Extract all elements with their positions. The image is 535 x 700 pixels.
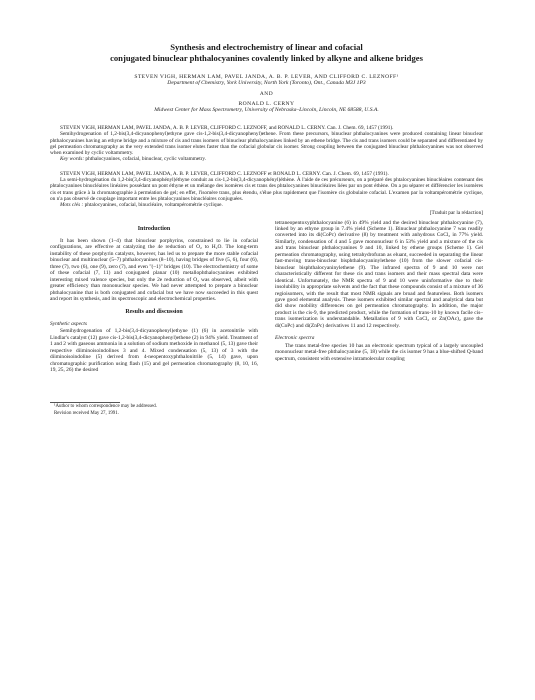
- keywords-value-en: phthalocyanines, cofacial, binuclear, cyclic voltammetry.: [85, 156, 207, 163]
- keywords-label-en: Key words:: [60, 156, 85, 163]
- left-column: [50, 220, 258, 417]
- abstract-citation-fr: STEVEN VIGH, HERMAN LAM, PAVEL JANDA, A. B. P. LEVER, CLIFFORD C. LEZNOFF et RONALD L. CERNY. Can. J. Chem. 69, 1457 (1991).: [60, 170, 389, 177]
- footnote-correspondence: ¹Author to whom correspondence may be addressed.: [54, 403, 157, 409]
- electronic-spectra-paragraph: The trans metal-free species 10 has an electronic spectrum typical of a largely uncoupled mononuclear metal-free phthalocyanine (5, 18) while the cis isomer 9 has a blue-shifted Q-band spectrum, consistent with extensive intramolecular coupling: [275, 342, 483, 362]
- electronic-spectra-heading: Electronic spectra: [275, 335, 315, 342]
- keywords-en: [50, 156, 483, 162]
- author-list-primary: STEVEN VIGH, HERMAN LAM, PAVEL JANDA, A. B. P. LEVER, AND CLIFFORD C. LEZNOFF¹: [134, 74, 399, 80]
- results-heading: Results and discussion: [125, 308, 183, 315]
- synthesis-continuation: tetraneopentoxyphthalocyanine (6) in 49% yield and the desired binuclear phthalocyanine (7), linked by an ethyne group in 7.4% yield (Scheme 1). Binuclear phthalocyanine 7 was readily converted into its di(CoPc) derivative (8) by treatment with anhydrous CoCl₂ in 77% yield. Similarly, condensation of 4 and 5 gave mononuclear 6 in 53% yield and a mixture of the cis and trans binuclear phthalocyanines 9 and 10, linked by ethene groups (Scheme 1). Gel permeation chromatography, using tetrahydrofuran as eluant, succeeded in separating the linear fast-moving trans-binuclear bisphthalocyaninylethene (10) from the slower cofacial cis-binuclear bisphthalocyaninylethene (9). The infrared spectra of 9 and 10 were not characteristically different for these cis and trans isomers and their mass spectral data were identical. Unfortunately, the NMR spectra of 9 and 10 were uninformative due to their insolubility in appropriate solvents and the fact that these compounds consist of a mixture of 36 regioisomers, with the result that most NMR signals are broad and featureless. Both isomers gave good elemental analysis. These isomers exhibited similar spectral and analytical data but did show mobility differences on gel permeation chromatography. In addition, the major product is the cis-9, the predicted product, while the formation of trans-10 by known facile cis–trans isomerization is understandable. Metallation of 9 with CoCl₂ or Zn(OAc)₂ gave the di(CoPc) and di(ZnPc) derivatives 11 and 12 respectively.: [275, 219, 483, 329]
- abstract-english: [50, 125, 483, 163]
- article-title: [50, 0, 483, 64]
- intro-paragraph: It has been shown (1–4) that binuclear porphyrins, constrained to lie in cofacial configurations, are effective at catalyzing the 4e reduction of O₂ to H₂O. The long-term instability of these porphyrin catalysts, however, has led us to prepare the more stable cofacial binuclear and multinuclear (5–7) phthalocyanines (8–10), having bridges of five (5, 6), four (6), three (7), two (6), one (9), zero (7), and even "(–1)" bridges (10). The electrochemistry of some of these cofacial (7, 11) and conjugated planar (10) metallophthalocyanines exhibited interesting mixed valence species, but only the 2e reduction of O₂ was observed, albeit with greater efficiency than mononuclear species. We had never attempted to prepare a binuclear phthalocyanine that is both conjugated and cofacial but we have now succeeded in this quest and report its synthesis, and its spectroscopic and electrochemical properties.: [50, 238, 258, 303]
- keywords-fr: [50, 202, 483, 208]
- abstract-text-fr: La semi-hydrogénation du 1,2-bis(3,4-dicyanophényl)éthyne conduit au cis-1,2-bis(3,4-dicyanophényl)éthène. À l'aide de ces précurseurs, on a préparé des phtalocyanines binucléaires contenant des phtalocyanines binucléaires linéaires possédant un pont éthyne et un mélange des isomères cis et trans des phtalocyanines binucléaires liées par un pont éthène. On a pu séparer et différencier les isomères cis et trans grâce à la chromatographie à perméation de gel; en effet, l'isomère trans, plus étendu, s'élue plus rapidement que l'isomère cis globulaire cofacial. L'examen par la voltampérométrie cyclique, on n'a pas observé de couplage important entre les phtalocyanines binucléaires conjuguées.: [50, 177, 483, 202]
- affiliation-york: Department of Chemistry, York University, North York (Toronto), Ont., Canada M3J 1P3: [167, 80, 366, 86]
- intro-heading: Introduction: [137, 225, 171, 232]
- title-line-1: Synthesis and electrochemistry of linear and cofacial: [170, 42, 363, 52]
- translation-note: [Traduit par la rédaction]: [429, 209, 483, 216]
- keywords-value-fr: phtalocyanines, cofacial, binucléaire, voltampérométrie cyclique.: [84, 202, 223, 209]
- body-columns: [50, 220, 483, 417]
- author-list-secondary: RONALD L. CERNY: [238, 101, 295, 107]
- keywords-label-fr: Mots clés :: [60, 202, 84, 209]
- footnote-rule: [50, 402, 120, 403]
- and-separator: AND: [259, 91, 274, 97]
- abstract-citation-en: STEVEN VIGH, HERMAN LAM, PAVEL JANDA, A. B. P. LEVER, CLIFFORD C. LEZNOFF, and RONALD L. CERNY. Can. J. Chem. 69, 1457 (1991).: [60, 125, 394, 131]
- right-column: [275, 220, 483, 417]
- footnote-revision: Revision received May 27, 1991.: [54, 410, 119, 416]
- affiliation-nebraska: Midwest Center for Mass Spectrometry, University of Nebraska–Lincoln, Lincoln, NE 68588, U.S.A.: [154, 107, 379, 113]
- abstract-text-en: Semihydrogenation of 1,2-bis(3,4-dicyanophenyl)ethyne gave cis-1,2-bis(3,4-dicyanophenyl)ethene. From these precursors, binuclear phthalocyanines were produced containing linear binuclear phthalocyanines having an ethyne bridge and a mixture of cis and trans isomers of binuclear phthalocyanines linked by an ethene bridge. The cis and trans isomers could be separated and differentiated by gel permeation chromatography as the very extended trans isomer elutes faster than the cofacial globular cis isomer. Strong coupling between the conjugated binuclear phthalocyanines was not observed when examined by cyclic voltammetry.: [50, 131, 483, 157]
- synthesis-paragraph: Semihydrogenation of 1,2-bis(3,4-dicyanophenyl)ethyne (1) (6) in acetonitrile with Lindlar's catalyst (12) gave cis-1,2-bis(3,4-dicyanophenyl)ethene (2) in 94% yield. Treatment of 1 and 2 with gaseous ammonia in a solution of sodium methoxide in methanol (5, 13) gave their respective diiminoisoindolines 3 and 4. Mixed condensation (5, 13) of 3 with the diiminoisoindoline (5) derived from 4-neopentoxyphthalonitrile (5, 14) gave, upon chromatographic purification using flash (15) and gel permeation chromatography (8, 10, 16, 19, 25, 26) the desired: [50, 328, 258, 374]
- title-line-2: conjugated binuclear phthalocyanines covalently linked by alkyne and alkene bridges: [110, 53, 423, 63]
- synthetic-aspects-heading: Synthetic aspects: [50, 321, 87, 327]
- abstract-french: [50, 171, 483, 209]
